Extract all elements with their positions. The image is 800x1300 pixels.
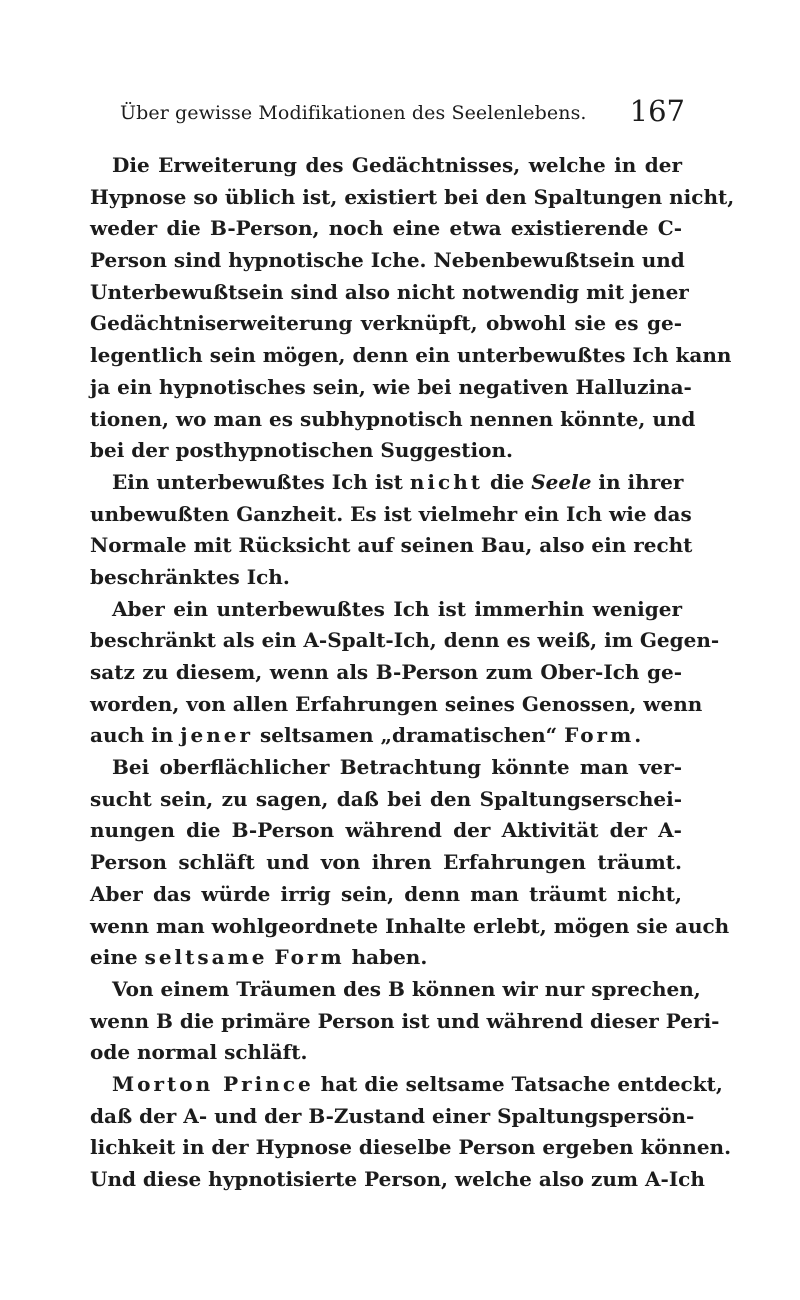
text-line: daß der A- und der B-Zustand einer Spaltungspersön- <box>90 1103 695 1128</box>
text-line: Aber ein unterbewußtes Ich ist immerhin weniger <box>112 596 682 621</box>
spaced-emphasis: nicht <box>409 469 483 494</box>
text-line: bei der posthypnotischen Suggestion. <box>90 438 513 463</box>
running-head <box>120 94 685 134</box>
text-segment: seltsamen „dramatischen“ <box>253 723 565 748</box>
text-line <box>90 1069 723 1101</box>
text-line: ja ein hypnotisches sein, wie bei negativen Halluzina- <box>90 374 692 399</box>
text-line: Aber das würde irrig sein, denn man träumt nicht, <box>90 881 682 906</box>
text-line: wenn B die primäre Person ist und während dieser Peri- <box>90 1008 720 1033</box>
text-line: Unterbewußtsein sind also nicht notwendig mit jener <box>90 279 689 304</box>
text-line: Gedächtniserweiterung verknüpft, obwohl sie es ge- <box>90 311 682 336</box>
italic-emphasis: Seele <box>531 469 592 494</box>
page-number: 167 <box>629 94 685 128</box>
spaced-emphasis: Form <box>564 723 635 748</box>
text-line: Person sind hypnotische Iche. Nebenbewußtsein und <box>90 248 685 273</box>
text-segment: in ihrer <box>591 469 684 494</box>
text-line: lichkeit in der Hypnose dieselbe Person ergeben können. <box>90 1135 732 1160</box>
running-title: Über gewisse Modifikationen des Seelenlebens. <box>120 102 587 124</box>
text-line: nungen die B-Person während der Aktivität der A- <box>90 818 682 843</box>
text-segment: . <box>634 723 642 748</box>
text-segment: die <box>482 469 532 494</box>
text-segment: eine <box>90 945 145 970</box>
text-line: wenn man wohlgeordnete Inhalte erlebt, mögen sie auch <box>90 913 730 938</box>
text-line: Und diese hypnotisierte Person, welche also zum A-Ich <box>90 1167 705 1191</box>
text-line <box>90 720 682 752</box>
text-line: beschränktes Ich. <box>90 564 290 589</box>
text-segment: auch in <box>90 723 181 748</box>
text-line <box>90 467 682 499</box>
text-line: Bei oberflächlicher Betrachtung könnte man ver- <box>112 755 682 780</box>
text-line: satz zu diesem, wenn als B-Person zum Ober-Ich ge- <box>90 660 682 684</box>
text-line: Von einem Träumen des B können wir nur sprechen, <box>112 976 701 1001</box>
text-line: legentlich sein mögen, denn ein unterbewußtes Ich kann <box>90 343 732 368</box>
text-segment: Ein unterbewußtes Ich ist <box>112 469 410 494</box>
text-line: unbewußten Ganzheit. Es ist vielmehr ein Ich wie das <box>90 501 692 526</box>
text-line: weder die B-Person, noch eine etwa existierende C- <box>90 216 682 241</box>
spaced-emphasis: seltsame <box>144 945 268 970</box>
text-segment: hat die seltsame Tatsache entdeckt, <box>313 1071 723 1096</box>
text-line: sucht sein, zu sagen, daß bei den Spaltungserschei- <box>90 786 682 811</box>
text-segment: haben. <box>344 945 428 970</box>
spaced-author-name: Morton Prince <box>112 1071 314 1096</box>
text-line: Person schläft und von ihren Erfahrungen träumt. <box>90 850 682 875</box>
text-line: Die Erweiterung des Gedächtnisses, welche in der <box>112 153 682 177</box>
text-line: beschränkt als ein A-Spalt-Ich, denn es weiß, im Gegen- <box>90 628 720 653</box>
body-text <box>90 150 735 1196</box>
text-line: ode normal schläft. <box>90 1040 308 1065</box>
text-line: Normale mit Rücksicht auf seinen Bau, also ein recht <box>90 533 693 558</box>
spaced-emphasis: Form <box>274 945 345 970</box>
text-line: tionen, wo man es subhypnotisch nennen könnte, und <box>90 406 696 431</box>
text-line <box>90 942 682 974</box>
text-line: worden, von allen Erfahrungen seines Genossen, wenn <box>90 691 703 716</box>
text-line: Hypnose so üblich ist, existiert bei den Spaltungen nicht, <box>90 184 735 209</box>
spaced-emphasis: jener <box>180 723 254 748</box>
